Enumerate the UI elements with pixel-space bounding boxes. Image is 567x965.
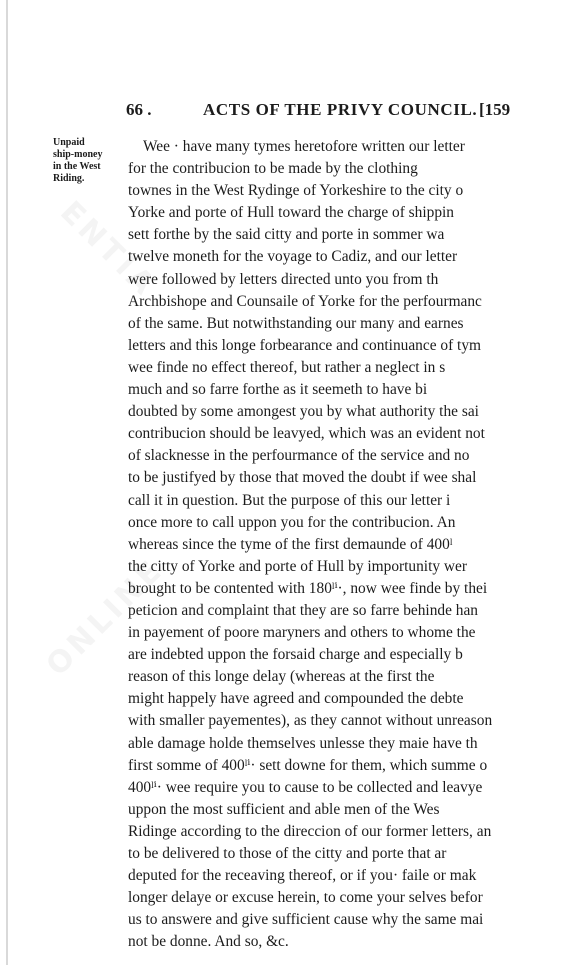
- margin-note: [53, 137, 117, 185]
- body-line: us to answere and give sufficient cause why the same mai: [128, 911, 484, 929]
- body-line: of slacknesse in the perfourmance of the service and no: [128, 447, 470, 465]
- watermark-stamp: ONLINE: [39, 551, 171, 684]
- running-header: [126, 100, 514, 124]
- body-line: for the contribucion to be made by the clothing: [128, 160, 418, 178]
- body-line: with smaller payementes), as they cannot without unreason: [128, 712, 493, 730]
- body-line: of the same. But notwithstanding our many and earnes: [128, 314, 464, 332]
- body-line: to be delivered to those of the citty and porte that ar: [128, 845, 447, 862]
- body-paragraph: [128, 136, 562, 951]
- body-line: townes in the West Rydinge of Yorkeshire to the city o: [128, 182, 464, 200]
- body-line: once more to call uppon you for the contribucion. An: [128, 513, 456, 531]
- page-edge: [6, 0, 8, 965]
- body-line: sett forthe by the said citty and porte in sommer wa: [128, 226, 445, 244]
- body-line: letters and this longe forbearance and continuance of tym: [128, 336, 481, 354]
- body-line: are indebted uppon the forsaid charge and especially b: [128, 646, 463, 664]
- body-line: Ridinge according to the direccion of our former letters, an: [128, 822, 492, 840]
- body-line: longer delaye or excuse herein, to come your selves befor: [128, 889, 483, 907]
- body-line: much and so farre forthe as it seemeth to have bi: [128, 381, 428, 399]
- body-line: peticion and complaint that they are so farre behinde han: [128, 601, 479, 619]
- body-line: Archbishope and Counsaile of Yorke for the perfourmanc: [128, 292, 482, 310]
- body-line: able damage holde themselves unlesse they maie have th: [128, 734, 478, 752]
- body-line: first somme of 400ˡⁱ· sett downe for them, which summe o: [128, 756, 488, 774]
- body-line: reason of this longe delay (whereas at the first the: [128, 668, 435, 686]
- body-line: to be justifyed by those that moved the doubt if wee shal: [128, 469, 477, 487]
- body-line: whereas since the tyme of the first demaunde of 400ˡ: [128, 535, 453, 553]
- margin-note-line: in the West: [53, 161, 101, 172]
- watermark-stamp: ENTIA: [53, 194, 164, 305]
- margin-note-line: Unpaid: [53, 137, 85, 148]
- folio-number: [159: [479, 100, 511, 119]
- body-line: call it in question. But the purpose of this our letter i: [128, 491, 451, 509]
- body-line: deputed for the receaving thereof, or if you· faile or mak: [128, 867, 477, 885]
- body-line: the citty of Yorke and porte of Hull by importunity wer: [128, 557, 467, 575]
- page-number: 66 .: [126, 100, 152, 119]
- body-line: were followed by letters directed unto you from th: [128, 270, 439, 288]
- body-line: Wee · have many tymes heretofore written our letter: [143, 138, 465, 155]
- body-line: contribucion should be leavyed, which was an evident not: [128, 425, 485, 443]
- body-line: might happely have agreed and compounded the debte: [128, 690, 464, 708]
- body-line: 400ˡⁱ· wee require you to cause to be collected and leavye: [128, 778, 483, 796]
- body-line: Yorke and porte of Hull toward the charge of shippin: [128, 204, 454, 222]
- body-line: uppon the most sufficient and able men of the Wes: [128, 800, 440, 818]
- running-title: ACTS OF THE PRIVY COUNCIL.: [203, 100, 478, 119]
- margin-note-line: Riding.: [53, 173, 85, 184]
- body-line: not be donne. And so, &c.: [128, 933, 289, 951]
- body-line: brought to be contented with 180ˡⁱ·, now wee finde by thei: [128, 579, 488, 597]
- margin-note-line: ship-money: [53, 149, 103, 160]
- body-line: twelve moneth for the voyage to Cadiz, and our letter: [128, 248, 458, 266]
- body-line: doubted by some amongest you by what authority the sai: [128, 403, 479, 421]
- body-line: in payement of poore maryners and others to whome the: [128, 624, 476, 642]
- body-line: wee finde no effect thereof, but rather a neglect in s: [128, 358, 446, 376]
